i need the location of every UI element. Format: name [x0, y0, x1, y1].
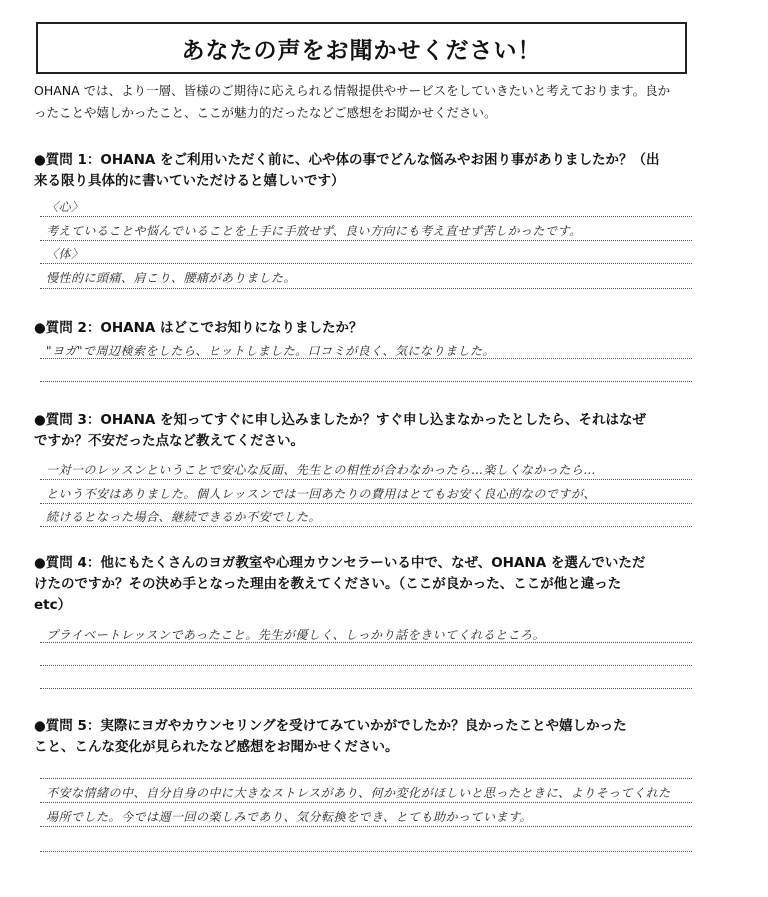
intro-text: OHANA では、より一層、皆様のご期待に応えられる情報提供やサービスをしていきたいと考えております。良か ったことや嬉しかったこと、ここが魅力的だったなどご感想をお聞かせください。	[34, 83, 671, 120]
question-4-title: ●質問 4：他にもたくさんのヨガ教室や心理カウンセラーいる中で、なぜ、OHANA を選んでいただ けたのですか？その決め手となった理由を教えてください。（ここが良かった、ここが他と違った etc）	[34, 555, 646, 613]
question-5-answer-line-1: 不安な情緒の中、自分自身の中に大きなストレスがあり、何か変化がほしいと思ったときに、よりそってくれた	[46, 786, 671, 800]
answer-rule	[40, 479, 692, 480]
question-5-title: ●質問 5：実際にヨガやカウンセリングを受けてみていかがでしたか？良かったことや嬉しかった こと、こんな変化が見られたなど感想をお聞かせください。	[34, 718, 627, 755]
question-5-answer-line-2: 場所でした。今では週一回の楽しみであり、気分転換をでき、とても助かっています。	[46, 810, 533, 824]
question-3-title: ●質問 3：OHANA を知ってすぐに申し込みましたか？すぐ申し込まなかったとしたら、それはなぜ ですか？不安だった点など教えてください。	[34, 412, 647, 449]
question-1-answer-mind: 考えていることや悩んでいることを上手に手放せず、良い方向にも考え直せず苦しかったです。	[46, 224, 582, 238]
question-2-answer: "ヨガ"で周辺検索をしたら、ヒットしました。口コミが良く、気になりました。	[46, 344, 495, 358]
answer-rule	[40, 526, 692, 527]
question-2-title: ●質問 2：OHANA はどこでお知りになりましたか？	[34, 320, 363, 336]
question-1-answer-label-body: 〈体〉	[46, 247, 84, 261]
question-3-answer-line-2: という不安はありました。個人レッスンでは一回あたりの費用はとてもお安く良心的なのですが、	[46, 487, 596, 501]
answer-rule	[40, 778, 692, 779]
answer-rule	[40, 802, 692, 803]
question-3-answer-line-3: 続けるとなった場合、継続できるか不安でした。	[46, 510, 322, 524]
question-1-answer-label-mind: 〈心〉	[46, 200, 84, 214]
page-title: あなたの声をお聞かせください！	[36, 22, 687, 74]
answer-rule	[40, 240, 692, 241]
question-3-answer-line-1: 一対一のレッスンということで安心な反面、先生との相性が合わなかったら…楽しくなかったら…	[46, 463, 596, 477]
answer-rule	[40, 216, 692, 217]
question-1-answer-body: 慢性的に頭痛、肩こり、腰痛がありました。	[46, 271, 297, 285]
answer-rule	[40, 503, 692, 504]
answer-rule	[40, 688, 692, 689]
answer-rule	[40, 263, 692, 264]
answer-rule	[40, 826, 692, 827]
question-4-answer: プライベートレッスンであったこと。先生が優しく、しっかり話をきいてくれるところ。	[46, 628, 546, 642]
answer-rule	[40, 381, 692, 382]
answer-rule	[40, 642, 692, 643]
answer-rule	[40, 288, 692, 289]
question-1-title: ●質問 1：OHANA をご利用いただく前に、心や体の事でどんな悩みやお困り事がありましたか？（出 来る限り具体的に書いていただけると嬉しいです）	[34, 152, 660, 189]
answer-rule	[40, 358, 692, 359]
answer-rule	[40, 665, 692, 666]
answer-rule	[40, 851, 692, 852]
